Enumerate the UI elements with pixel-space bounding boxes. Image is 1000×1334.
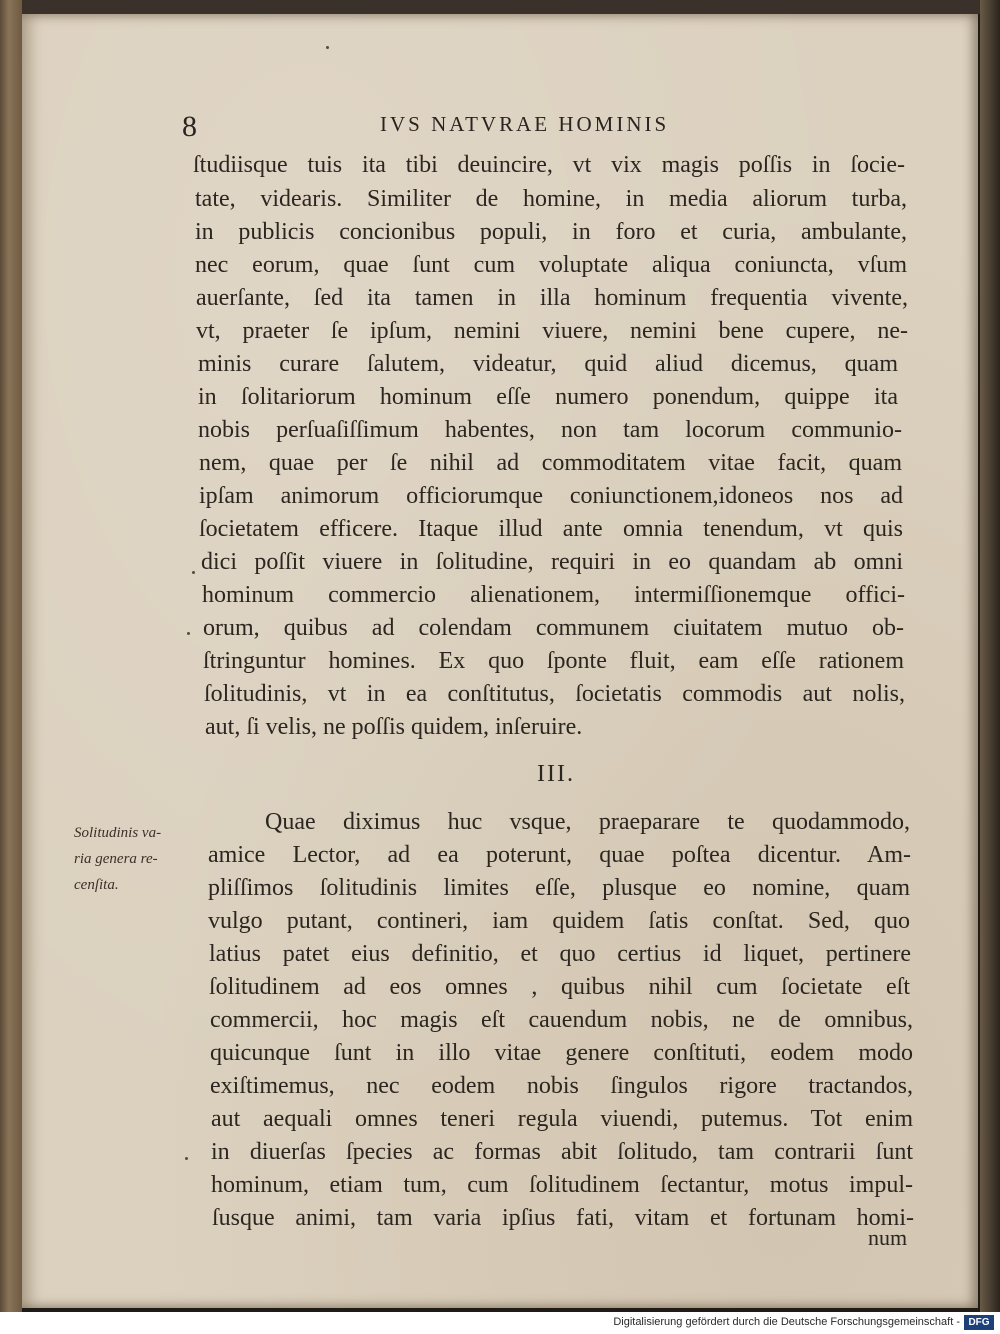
text-line: nobis perſuaſiſſimum habentes, non tam locorum communio- [198,417,902,443]
text-line: tate, videaris. Similiter de homine, in media aliorum turba, [195,186,907,212]
text-line: minis curare ſalutem, videatur, quid aliud dicemus, quam [198,351,898,377]
marginal-note-line: ria genera re- [74,851,158,867]
text-line: in diuerſas ſpecies ac formas abit ſolitudo, tam contrarii ſunt [211,1139,913,1165]
text-line: pliſſimos ſolitudinis limites eſſe, plusque eo nomine, quam [208,875,910,901]
text-line: in ſolitariorum hominum eſſe numero ponendum, quippe ita [198,384,898,410]
catchword: num [868,1225,908,1250]
paper-speck [185,1157,188,1160]
book-board-left [0,0,22,1312]
text-line: nec eorum, quae ſunt cum voluptate aliqua coniuncta, vſum [195,252,907,278]
text-line: quicunque ſunt in illo vitae genere conſtituti, eodem modo [210,1040,913,1066]
text-line: aut aequali omnes teneri regula viuendi, putemus. Tot enim [211,1106,913,1132]
text-line: vulgo putant, contineri, iam quidem ſatis conſtat. Sed, quo [208,908,910,934]
text-line: hominum commercio alienationem, intermiſſionemque offici- [202,582,905,608]
page-number: 8 [182,110,197,143]
text-line: nem, quae per ſe nihil ad commoditatem vitae facit, quam [199,450,902,476]
marginal-note-line: cenſita. [74,877,119,893]
text-line: orum, quibus ad colendam communem ciuitatem mutuo ob- [203,615,904,641]
text-line: vt, praeter ſe ipſum, nemini viuere, nemini bene cupere, ne- [196,318,908,344]
text-line: in publicis concionibus populi, in foro et curia, ambulante, [195,219,907,245]
text-line: latius patet eius definitio, et quo certius id liquet, pertinere [209,941,911,967]
book-board-top [0,0,1000,14]
footer-credit-text: Digitalisierung gefördert durch die Deutsche Forschungsgemeinschaft - [613,1316,960,1328]
text-line: commercii, hoc magis eſt cauendum nobis, ne de omnibus, [210,1007,913,1033]
book-board-right [980,0,1000,1312]
text-line: Quae diximus huc vsque, praeparare te quodammodo, [265,809,910,835]
text-line: ſocietatem efficere. Itaque illud ante omnia tenendum, vt quis [199,516,903,542]
text-line: ſolitudinem ad eos omnes , quibus nihil cum ſocietate eſt [209,974,910,1000]
text-line: dici poſſit viuere in ſolitudine, requiri in eo quandam ab omni [201,549,903,575]
text-line: ſtudiisque tuis ita tibi deuincire, vt vix magis poſſis in ſocie- [193,152,905,178]
text-line: ipſam animorum officiorumque coniunctionem,idoneos nos ad [199,483,903,509]
text-line: ſolitudinis, vt in ea conſtitutus, ſocietatis commodis aut nolis, [204,681,905,707]
paper-speck [187,632,190,635]
running-head-title: IVS NATVRAE HOMINIS [380,112,670,136]
section-number: III. [537,761,575,787]
digitization-footer [0,1312,1000,1334]
running-head [0,104,1000,144]
paper-speck [192,571,195,574]
text-line: amice Lector, ad ea poterunt, quae poſtea dicentur. Am- [208,842,911,868]
dfg-logo: DFG [964,1315,994,1330]
marginal-note-line: Solitudinis va- [74,825,162,841]
text-line: exiſtimemus, nec eodem nobis ſingulos rigore tractandos, [210,1073,913,1099]
text-line: auerſante, ſed ita tamen in illa hominum frequentia vivente, [196,285,908,311]
text-line: aut, ſi velis, ne poſſis quidem, inſeruire. [205,714,583,740]
text-line: hominum, etiam tum, cum ſolitudinem ſectantur, motus impul- [211,1172,913,1198]
paper-speck [326,46,329,49]
text-line: ſusque animi, tam varia ipſius fati, vitam et fortunam homi- [212,1205,914,1231]
marginal-note [74,820,214,898]
text-line: ſtringuntur homines. Ex quo ſponte fluit, eam eſſe rationem [203,648,904,674]
